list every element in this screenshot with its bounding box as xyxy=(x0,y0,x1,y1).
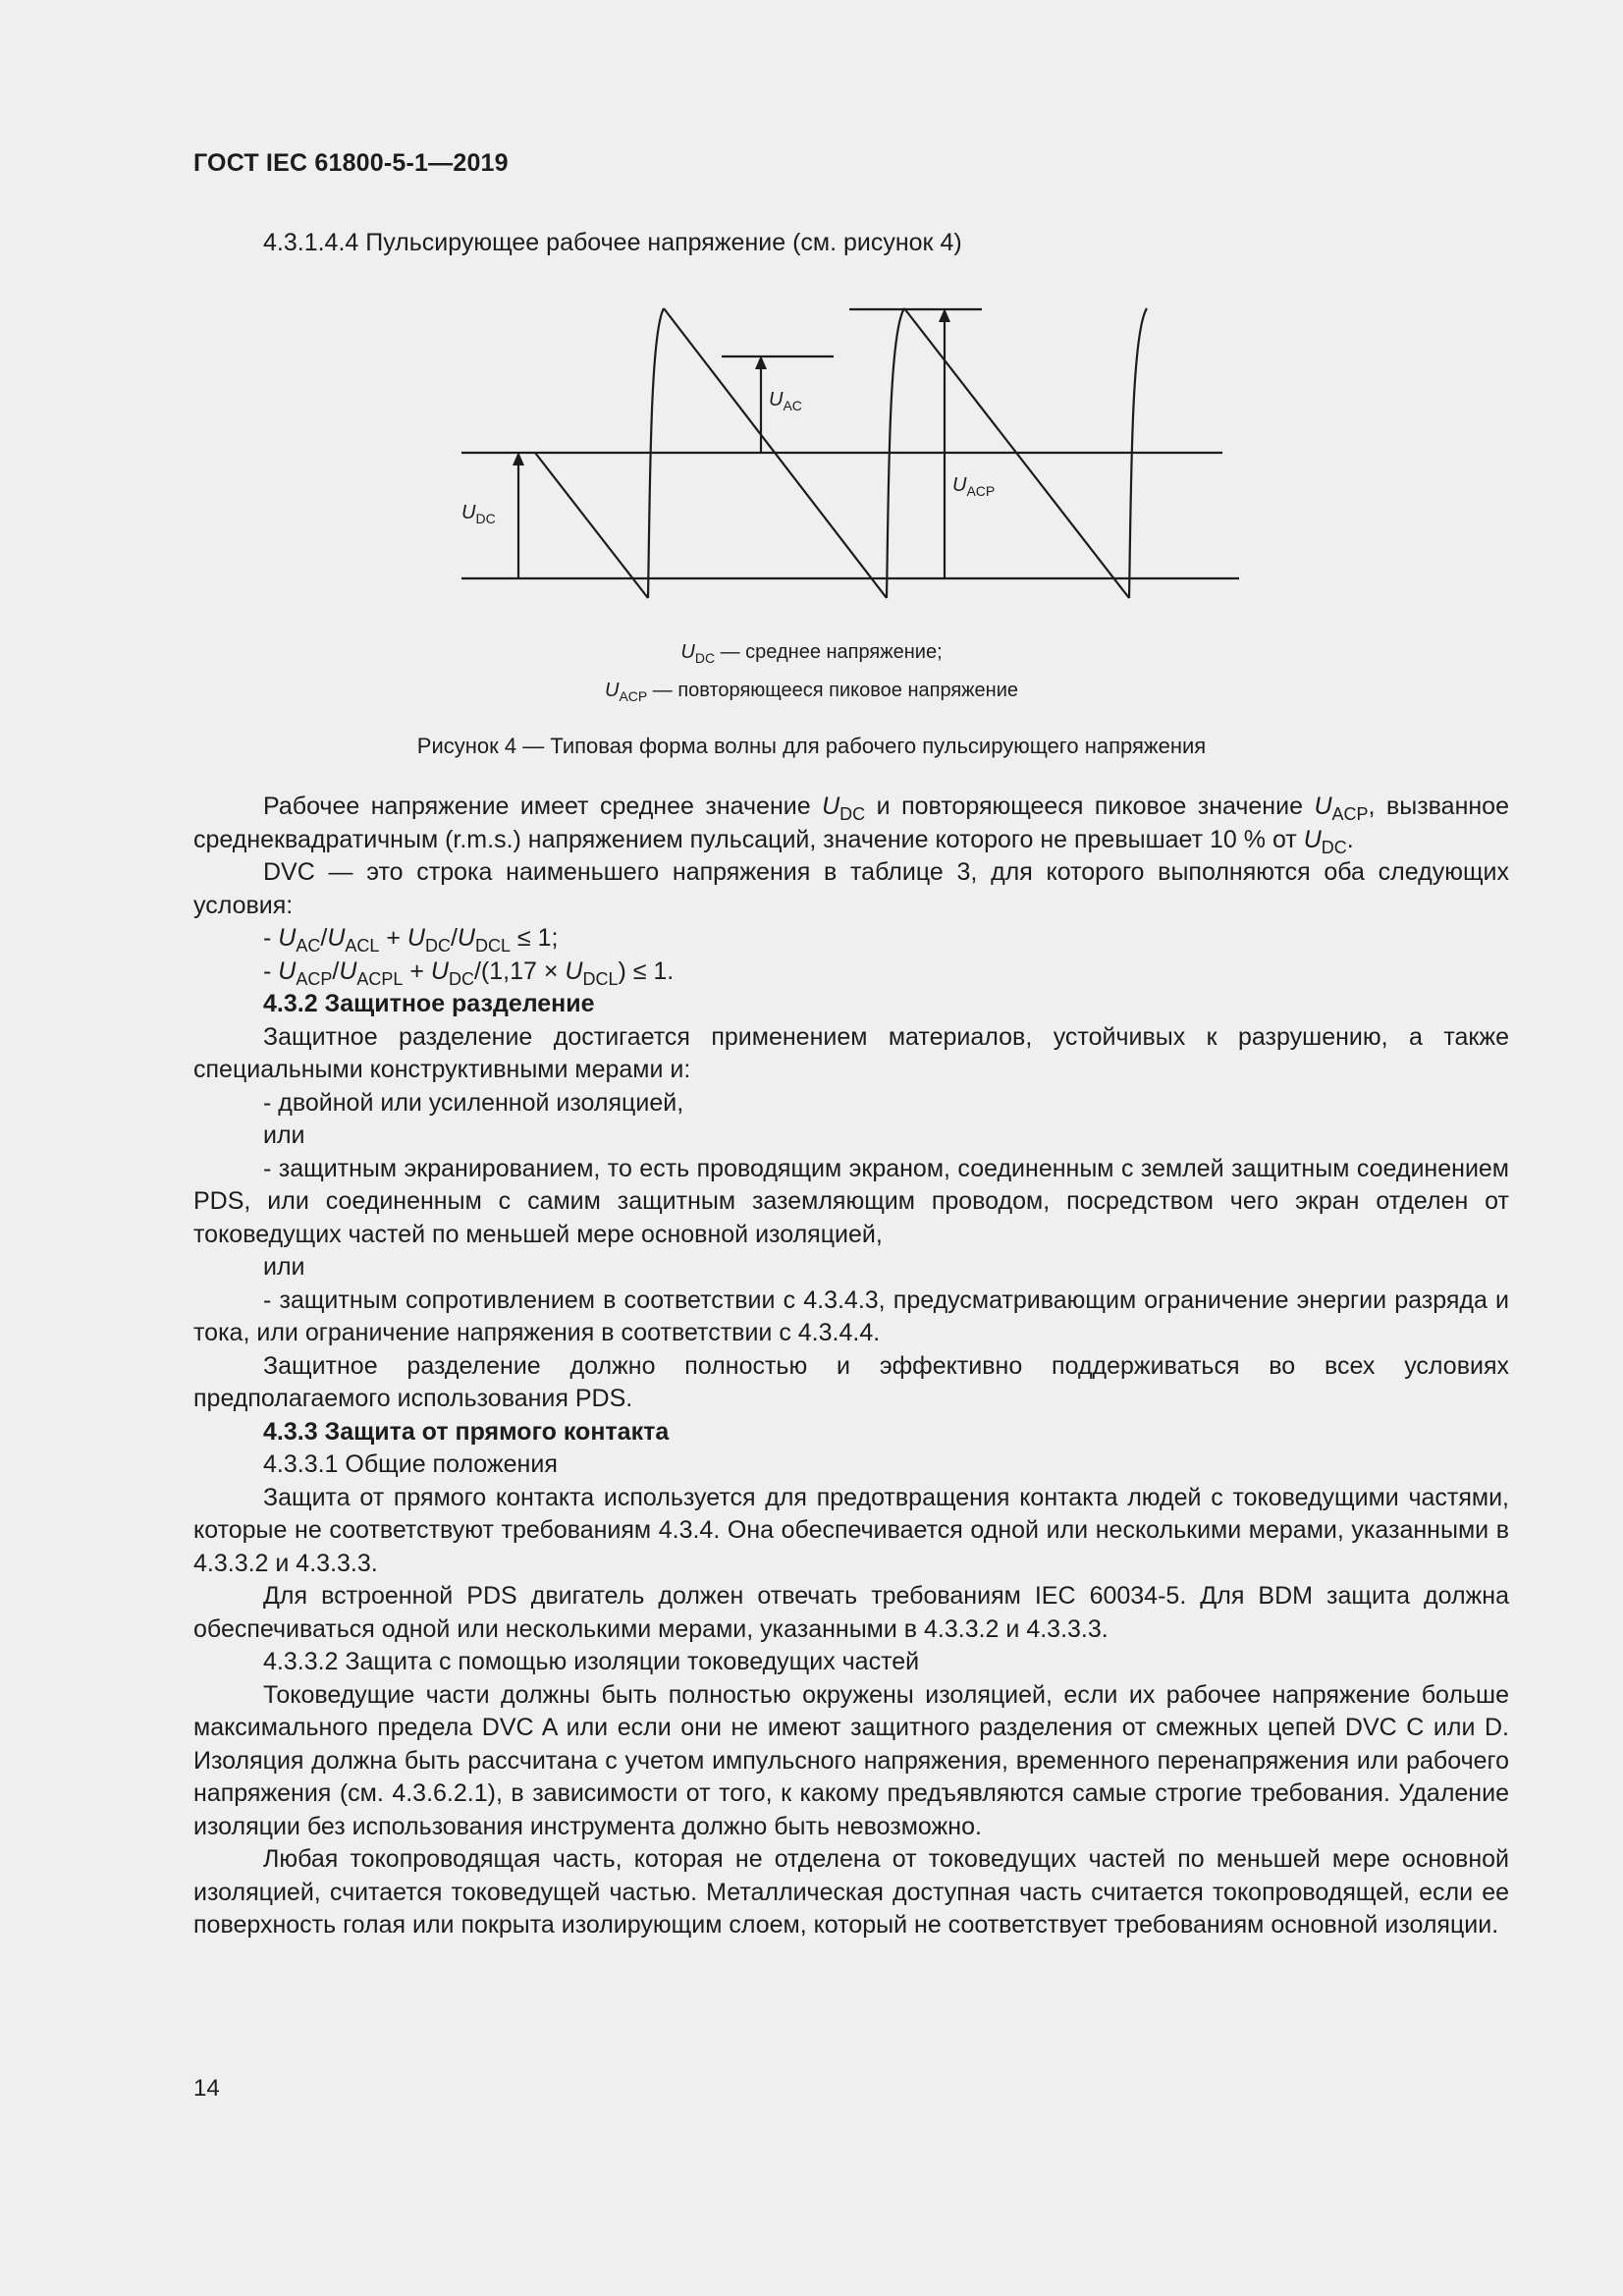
label-uac: $U_{AC}$ xyxy=(769,389,802,413)
list-item: - двойной или усиленной изоляцией, xyxy=(263,1088,684,1117)
paragraph: Любая токопроводящая часть, которая не отделена от токоведущих частей по меньшей мере основной изоляцией, считается токоведущей частью. Металлическая доступная часть считается токопроводящей, если ее поверхность голая или покрыта изолирующим слоем, который не соответствует требованиям основной изоляции. xyxy=(193,1845,1509,1939)
arrow-head xyxy=(939,308,950,322)
figure-caption: Рисунок 4 — Типовая форма волны для рабочего пульсирующего напряжения xyxy=(416,734,1207,758)
document-header: ГОСТ IEC 61800-5-1—2019 xyxy=(193,149,509,177)
list-item: - защитным экранированием, то есть проводящим экраном, соединенным с землей защитным соединением PDS, или соединенным с самим защитным заземляющим проводом, посредством чего экран отделен от токоведущих частей по меньшей мере основной изоляцией, xyxy=(193,1154,1509,1248)
or-line: или xyxy=(263,1253,305,1281)
condition-1: - $U_{AC}/U_{ACL} + U_{DC}/U_{DCL} \le 1$; xyxy=(263,924,559,956)
heading-4-3-3-2: 4.3.3.2 Защита с помощью изоляции токоведущих частей xyxy=(263,1648,920,1675)
document-body xyxy=(193,791,1509,1942)
paragraph: Для встроенной PDS двигатель должен отвечать требованиям IEC 60034-5. Для BDM защита должна обеспечиваться одной или несколькими мерами, указанными в 4.3.3.2 и 4.3.3.3. xyxy=(193,1582,1509,1643)
legend-line-2: $U_{ACP}$ — повторяющееся пиковое напряжение xyxy=(604,680,1019,704)
waveform-figure xyxy=(0,295,1623,619)
heading-4-3-2: 4.3.2 Защитное разделение xyxy=(263,990,595,1017)
heading-4-3-3-1: 4.3.3.1 Общие положения xyxy=(263,1450,558,1478)
paragraph: Защитное разделение достигается применением материалов, устойчивых к разрушению, а также специальными конструктивными мерами и: xyxy=(193,1022,1509,1083)
or-line: или xyxy=(263,1121,305,1149)
paragraph: Защита от прямого контакта используется для предотвращения контакта людей с токоведущими частями, которые не соответствуют требованиям 4.3.4. Она обеспечивается одной или несколькими мерами, указанными в 4.3.3.2 и 4.3.3.3. xyxy=(193,1483,1509,1577)
section-heading: 4.3.1.4.4 Пульсирующее рабочее напряжение (см. рисунок 4) xyxy=(263,229,962,256)
paragraph: DVC — это строка наименьшего напряжения в таблице 3, для которого выполняются оба следующих условия: xyxy=(193,858,1509,919)
paragraph: Токоведущие части должны быть полностью окружены изоляцией, если их рабочее напряжение больше максимального предела DVC A или если они не имеют защитного разделения от смежных цепей DVC C или D. Изоляция должна быть рассчитана с учетом импульсного напряжения, временного перенапряжения или рабочего напряжения (см. 4.3.6.2.1), в зависимости от того, к какому предъявляются самые строгие требования. Удаление изоляции без использования инструмента должно быть невозможно. xyxy=(193,1680,1509,1840)
paragraph: Рабочее напряжение имеет среднее значение $U_{DC}$ и повторяющееся пиковое значение $U_{ACP}$, вызванное среднеквадратичным (r.m.s.) напряжением пульсаций, значение которого не превышает 10 % от $U_{DC}$. xyxy=(193,793,1509,857)
heading-4-3-3: 4.3.3 Защита от прямого контакта xyxy=(263,1417,670,1446)
label-uacp: $U_{ACP}$ xyxy=(952,474,996,499)
waveform-segment xyxy=(535,453,648,598)
list-item: - защитным сопротивлением в соответствии с 4.3.4.3, предусматривающим ограничение энергии разряда и тока, или ограничение напряжения в соответствии с 4.3.4.4. xyxy=(193,1285,1509,1346)
figure-legend xyxy=(0,636,1623,713)
waveform-diagram xyxy=(0,295,1623,619)
condition-2: - $U_{ACP}/U_{ACPL} + U_{DC}/(1,17 \times U_{DCL}) \le 1$. xyxy=(263,957,675,989)
label-udc: $U_{DC}$ xyxy=(461,502,496,526)
arrow-head xyxy=(513,452,524,465)
page-number: 14 xyxy=(193,2075,220,2102)
paragraph: Защитное разделение должно полностью и эффективно поддерживаться во всех условиях предполагаемого использования PDS. xyxy=(193,1351,1509,1412)
arrow-head xyxy=(755,355,767,369)
legend-line-1: $U_{DC}$ — среднее напряжение; xyxy=(680,641,943,666)
